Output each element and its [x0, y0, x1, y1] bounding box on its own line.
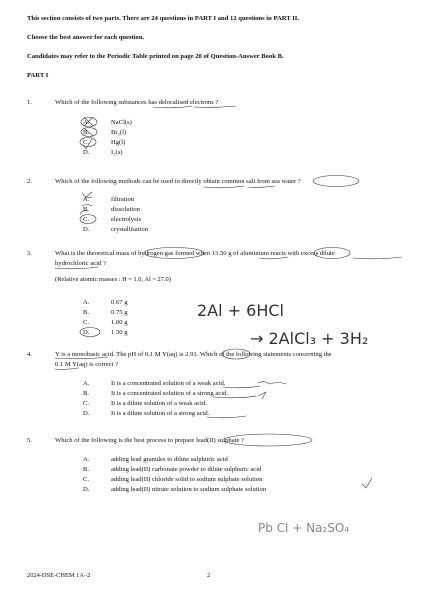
option-text: It is a dilute solution of a weak acid. [111, 400, 207, 407]
handwritten-equation-line-1: 2Al + 6HCl [197, 301, 284, 320]
underline-mark [194, 106, 236, 107]
option-text: adding lead(II) chloride solid to sodium sulphate solution [111, 476, 263, 483]
tick-mark [362, 478, 372, 488]
circle-mark [313, 176, 359, 187]
footer-page-number: 2 [207, 572, 211, 579]
question-text-line-1: Y is a monobasic acid. The pH of 0.1 M Y(aq) is 2.91. Which of the following statements concerning the [55, 351, 332, 358]
underline-mark [353, 257, 402, 259]
underline-mark [55, 267, 98, 269]
option-text: 1.00 g [111, 319, 128, 326]
scribble-mark [258, 382, 286, 384]
arrow-mark [258, 392, 266, 399]
underline-mark [223, 386, 260, 388]
question-number: 4. [27, 351, 32, 358]
option-text: crystallisation [111, 226, 148, 233]
footer-exam-code: 2024-DSE-CHEM 1A–2 [27, 572, 91, 579]
question-text: Which of the following is the best process to prepare lead(II) sulphate ? [55, 437, 244, 444]
option-letter: D. [83, 410, 90, 417]
option-letter: B. [83, 206, 90, 213]
question-note: (Relative atomic masses : H = 1.0, Al = 27.0) [55, 276, 171, 283]
underline-mark [153, 106, 192, 108]
option-letter: C. [83, 319, 90, 326]
option-letter: B. [83, 466, 90, 473]
underline-mark [55, 368, 78, 369]
option-letter: A. [83, 196, 90, 203]
option-text: adding lead granules to dilute sulphuric acid [111, 456, 228, 463]
option-text: It is a concentrated solution of a weak acid. [111, 380, 226, 387]
option-letter: A. [83, 299, 90, 306]
question-text: Which of the following substances has delocalised electrons ? [55, 99, 219, 106]
option-letter: B. [83, 390, 90, 397]
option-letter: C. [83, 139, 90, 146]
option-letter: C. [83, 476, 90, 483]
option-text: adding lead(II) carbonate powder to dilute sulphuric acid [111, 466, 262, 473]
handwritten-note: Pb Cl + Na₂SO₄ [258, 521, 350, 535]
question-text-line-2: hydrochloric acid ? [55, 260, 106, 267]
underline-mark [207, 416, 246, 418]
question-text-line-1: What is the theoretical mass of hydrogen gas formed when 13.50 g of aluminium reacts with excess dilute [55, 250, 335, 257]
option-text: It is a dilute solution of a strong acid. [111, 410, 210, 417]
part-title: PART I [27, 72, 49, 79]
option-letter: B. [83, 129, 90, 136]
option-text: Hg(l) [111, 139, 126, 146]
option-letter: A. [83, 380, 90, 387]
option-text: 1.50 g [111, 329, 128, 336]
question-text-line-2: 0.1 M Y(aq) is correct ? [55, 361, 119, 368]
option-text: filtration [111, 196, 135, 203]
question-number: 5. [27, 437, 32, 444]
option-letter: D. [83, 149, 90, 156]
handwritten-equation-line-2: → 2AlCl₃ + 3H₂ [250, 329, 369, 348]
option-letter: B. [83, 309, 90, 316]
option-text: 0.67 g [111, 299, 128, 306]
option-letter: A. [83, 456, 90, 463]
option-text: It is a concentrated solution of a strong acid. [111, 390, 229, 397]
intro-line-2: Choose the best answer for each question. [27, 34, 145, 41]
underline-mark [259, 257, 288, 259]
question-number: 2. [27, 178, 32, 185]
intro-line-3: Candidates may refer to the Periodic Table printed on page 20 of Question-Answer Book B. [27, 53, 284, 60]
option-text: NaCl(s) [111, 119, 132, 126]
option-letter: A. [83, 119, 90, 126]
option-text: adding lead(II) nitrate solution to sodium sulphate solution [111, 486, 267, 493]
option-text: Br₂(l) [111, 129, 127, 136]
option-text: I₂(s) [111, 149, 123, 156]
option-letter: D. [83, 329, 90, 336]
question-text: Which of the following methods can be used to directly obtain common salt from sea water ? [55, 178, 301, 185]
intro-line-1: This section consists of two parts. There are 24 questions in PART I and 12 questions in PART II. [27, 15, 299, 22]
question-number: 3. [27, 250, 32, 257]
option-letter: C. [83, 216, 90, 223]
option-letter: C. [83, 400, 90, 407]
underline-mark [248, 186, 275, 187]
option-text: 0.75 g [111, 309, 128, 316]
question-number: 1. [27, 99, 32, 106]
underline-mark [204, 186, 244, 188]
option-letter: D. [83, 486, 90, 493]
option-text: dissolution [111, 206, 140, 213]
option-letter: D. [83, 226, 90, 233]
option-text: electrolysis [111, 216, 142, 223]
